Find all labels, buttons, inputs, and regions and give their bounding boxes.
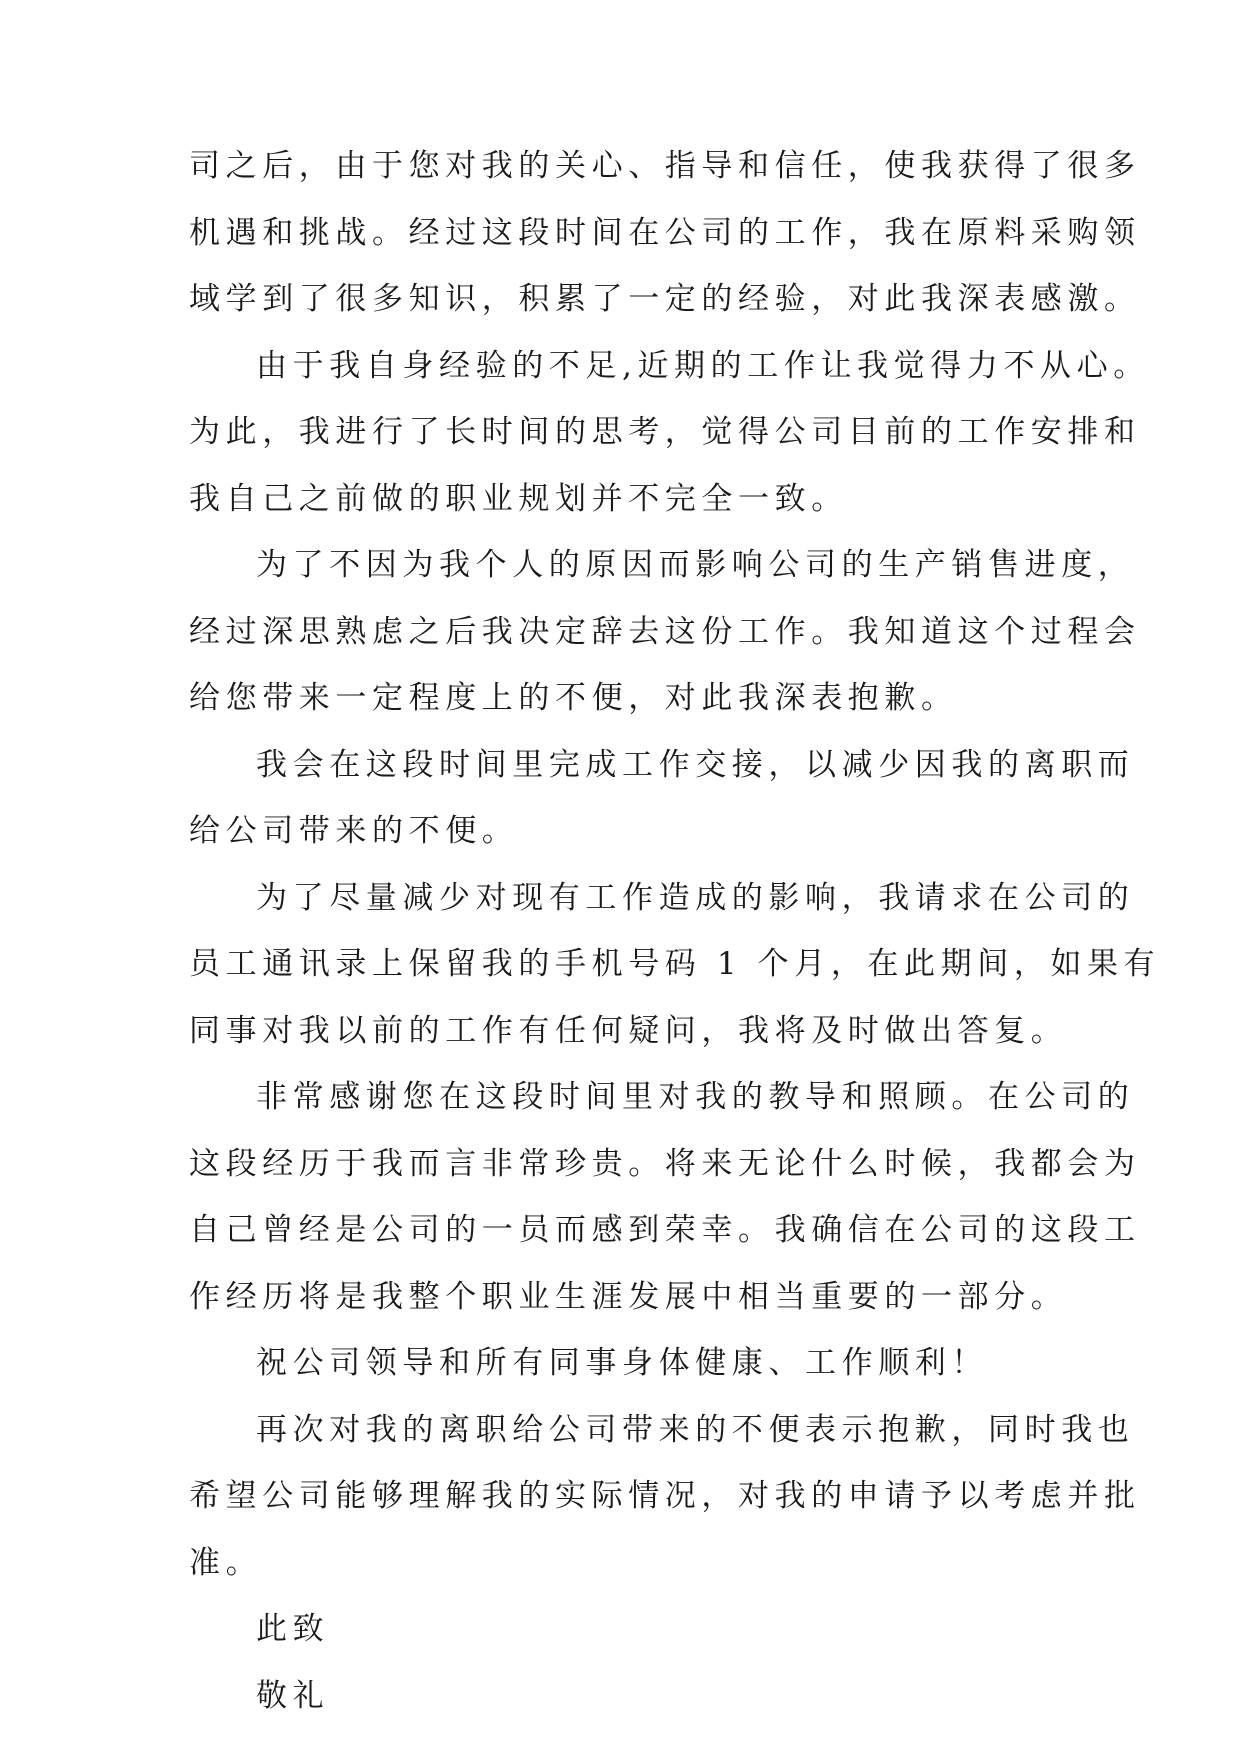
- text-line: 员工通讯录上保留我的手机号码 1 个月，在此期间，如果有: [189, 946, 1161, 982]
- closing-regards: 敬礼: [256, 1678, 330, 1714]
- paragraph-start-line: 再次对我的离职给公司带来的不便表示抱歉，同时我也: [256, 1412, 1135, 1448]
- closing-salutation: 此致: [256, 1611, 330, 1647]
- paragraph-start-line: 由于我自身经验的不足,近期的工作让我觉得力不从心。: [256, 348, 1150, 384]
- text-line: 希望公司能够理解我的实际情况，对我的申请予以考虑并批: [189, 1478, 1141, 1514]
- paragraph-start-line: 我会在这段时间里完成工作交接，以减少因我的离职而: [256, 747, 1135, 783]
- paragraph-start-line: 为了尽量减少对现有工作造成的影响，我请求在公司的: [256, 880, 1135, 916]
- text-line: 域学到了很多知识，积累了一定的经验，对此我深表感激。: [189, 281, 1141, 317]
- paragraph-start-line: 非常感谢您在这段时间里对我的教导和照顾。在公司的: [256, 1079, 1135, 1115]
- text-line: 为此，我进行了长时间的思考，觉得公司目前的工作安排和: [189, 414, 1141, 450]
- text-line: 司之后，由于您对我的关心、指导和信任，使我获得了很多: [189, 148, 1141, 184]
- text-line: 自己曾经是公司的一员而感到荣幸。我确信在公司的这段工: [189, 1212, 1141, 1248]
- text-line: 准。: [189, 1545, 263, 1581]
- text-line: 机遇和挑战。经过这段时间在公司的工作，我在原料采购领: [189, 215, 1141, 251]
- text-line: 这段经历于我而言非常珍贵。将来无论什么时候，我都会为: [189, 1146, 1141, 1182]
- paragraph-start-line: 祝公司领导和所有同事身体健康、工作顺利！: [256, 1345, 988, 1381]
- text-line: 作经历将是我整个职业生涯发展中相当重要的一部分。: [189, 1279, 1068, 1315]
- text-line: 同事对我以前的工作有任何疑问，我将及时做出答复。: [189, 1013, 1068, 1049]
- text-line: 经过深思熟虑之后我决定辞去这份工作。我知道这个过程会: [189, 614, 1141, 650]
- paragraph-start-line: 为了不因为我个人的原因而影响公司的生产销售进度，: [256, 547, 1135, 583]
- text-line: 我自己之前做的职业规划并不完全一致。: [189, 481, 848, 517]
- text-line: 给您带来一定程度上的不便，对此我深表抱歉。: [189, 680, 958, 716]
- text-line: 给公司带来的不便。: [189, 813, 519, 849]
